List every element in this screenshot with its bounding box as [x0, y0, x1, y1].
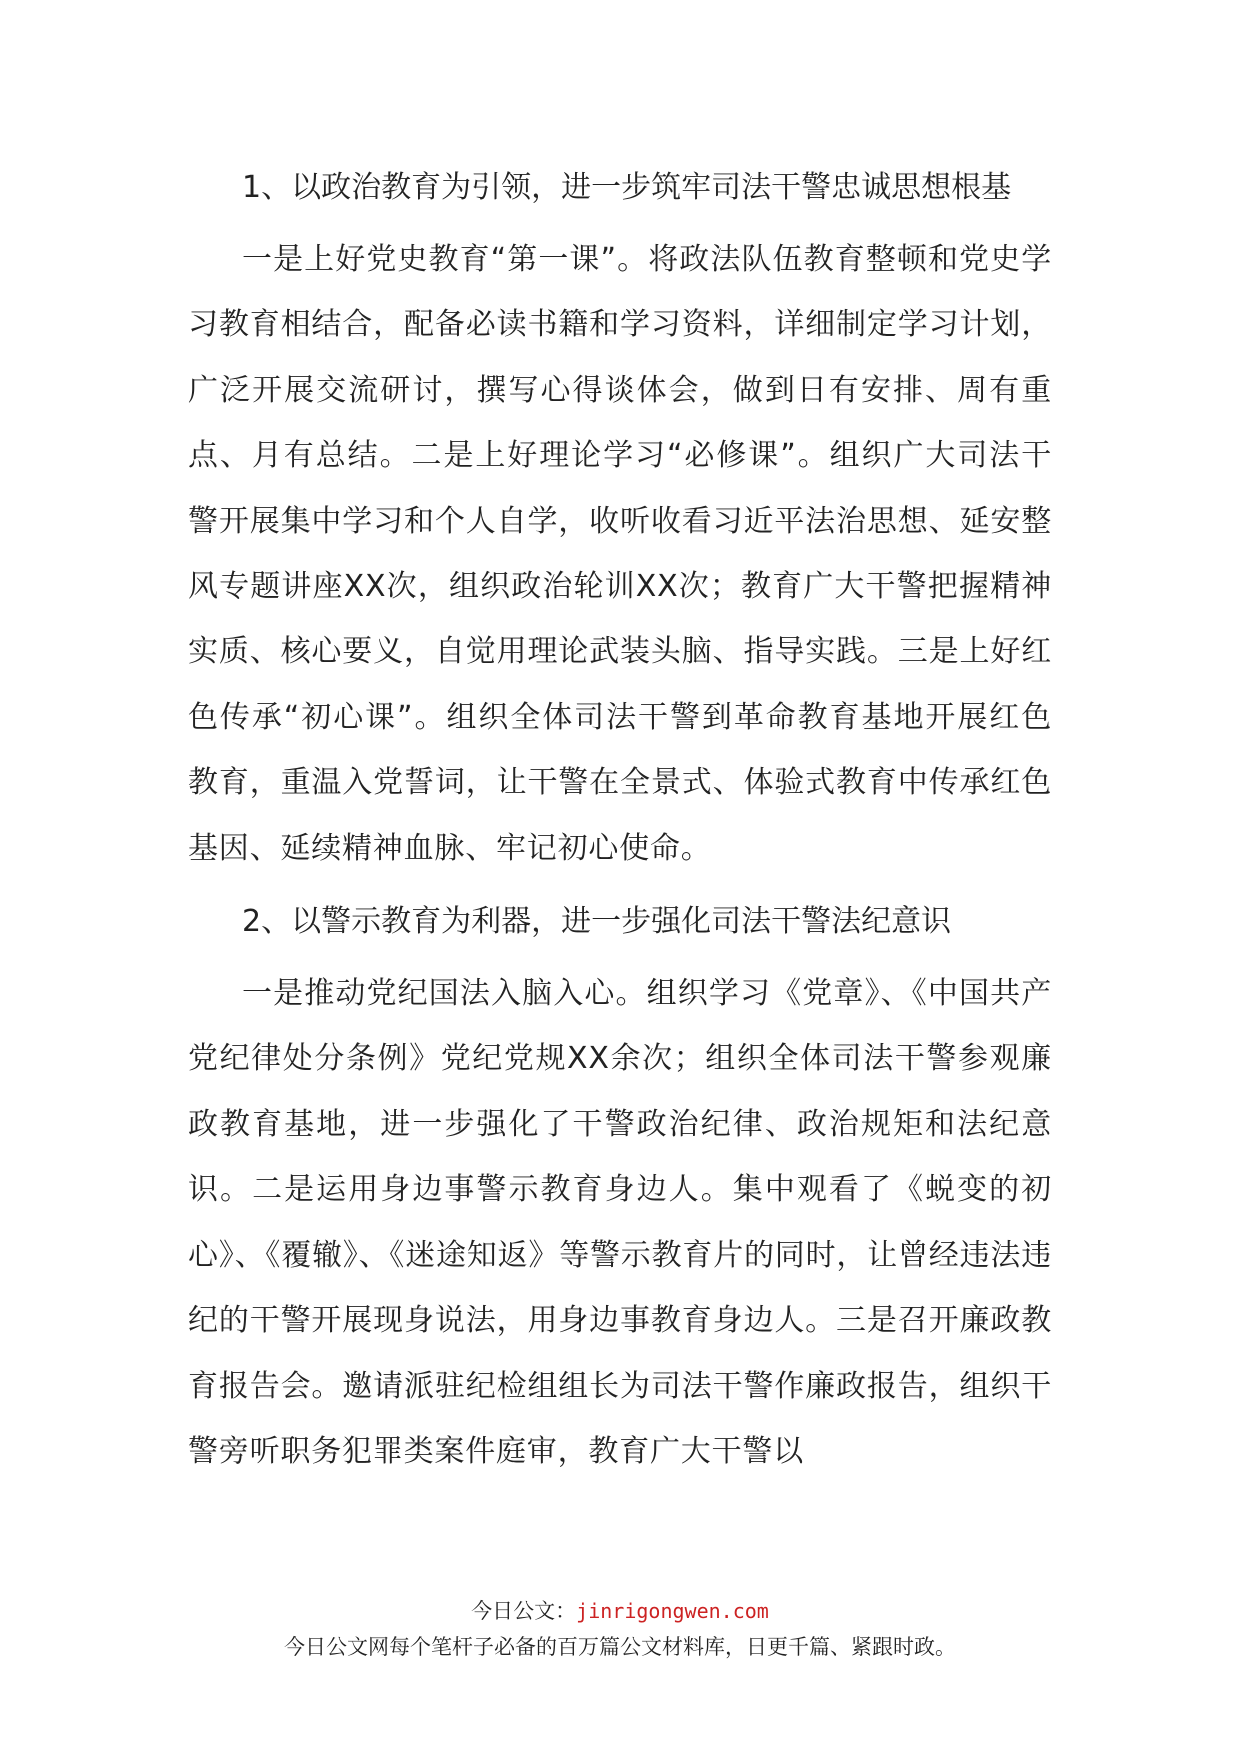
section-heading-2: 2、以警示教育为利器，进一步强化司法干警法纪意识	[242, 904, 952, 940]
section-paragraph-2: 一是推动党纪国法入脑入心。组织学习《党章》、《中国共产党纪律处分条例》党纪党规XX余次；组织全体司法干警参观廉政教育基地，进一步强化了干警政治纪律、政治规矩和法纪意识。二是运用身边事警示教育身边人。集中观看了《蜕变的初心》、《覆辙》、《迷途知返》等警示教育片的同时，让曾经违法违纪的干警开展现身说法，用身边事教育身边人。三是召开廉政教育报告会。邀请派驻纪检组组长为司法干警作廉政报告，组织干警旁听职务犯罪类案件庭审，教育广大干警以	[188, 976, 1052, 1469]
section-paragraph-1: 一是上好党史教育“第一课”。将政法队伍教育整顿和党史学习教育相结合，配备必读书籍和学习资料，详细制定学习计划，广泛开展交流研讨，撰写心得谈体会，做到日有安排、周有重点、月有总结。二是上好理论学习“必修课”。组织广大司法干警开展集中学习和个人自学，收听收看习近平法治思想、延安整风专题讲座XX次，组织政治轮训XX次；教育广大干警把握精神实质、核心要义，自觉用理论武装头脑、指导实践。三是上好红色传承“初心课”。组织全体司法干警到革命教育基地开展红色教育，重温入党誓词，让干警在全景式、体验式教育中传承红色基因、延续精神血脉、牢记初心使命。	[188, 242, 1052, 866]
footer-slogan: 今日公文网每个笔杆子必备的百万篇公文材料库，日更千篇、紧跟时政。	[284, 1635, 956, 1659]
section-heading-1: 1、以政治教育为引领，进一步筑牢司法干警忠诚思想根基	[242, 170, 1012, 205]
footer-source	[0, 1595, 1240, 1625]
footer-url-link[interactable]: jinrigongwen.com	[576, 1599, 769, 1623]
document-body	[188, 155, 1052, 1492]
footer-label: 今日公文：	[471, 1599, 577, 1623]
